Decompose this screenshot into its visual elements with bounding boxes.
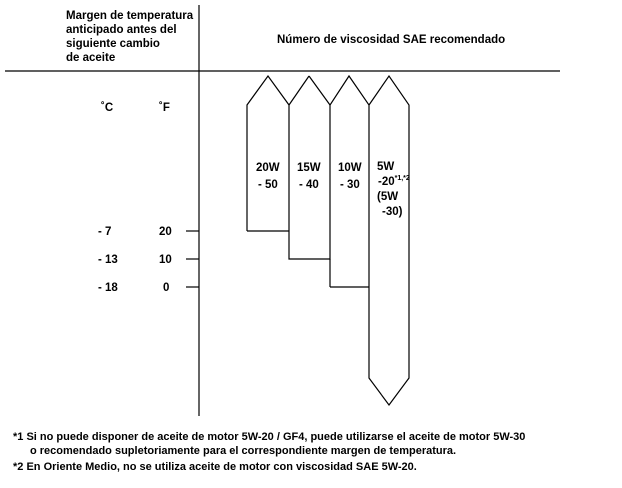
fahrenheit-value: 20	[159, 226, 172, 238]
viscosity-title: Número de viscosidad SAE recomendado	[277, 34, 506, 46]
footnote-1: *1 Si no puede disponer de aceite de motor 5W-20 / GF4, puede utilizarse el aceite de motor 5W-30	[13, 431, 526, 443]
fahrenheit-value: 10	[159, 254, 172, 266]
header-line-3: siguiente cambio	[66, 38, 160, 50]
celsius-value: - 13	[98, 254, 118, 266]
arrow-15w-right	[309, 76, 330, 105]
grade-outlines	[247, 76, 409, 405]
grade-20w-50: 20W - 50	[256, 162, 280, 191]
header-line-4: de aceite	[66, 52, 116, 64]
grade-5w-20: 5W $-20^{*1,*2}$ (5W -30)	[377, 161, 410, 218]
footnote-marker: *1,*2	[394, 175, 410, 183]
fahrenheit-label: ˚F	[159, 102, 170, 114]
celsius-value: - 18	[98, 282, 118, 294]
footnote-1-cont: o recomendado supletoriamente para el correspondiente margen de temperatura.	[30, 445, 457, 457]
header-line-1: Margen de temperatura	[66, 10, 194, 22]
grade-15w-40: 15W - 40	[297, 162, 321, 191]
footnote-2: *2 En Oriente Medio, no se utiliza aceite de motor con viscosidad SAE 5W-20.	[13, 461, 417, 473]
fahrenheit-value: 0	[163, 282, 170, 294]
arrow-15w-left	[289, 76, 309, 105]
header-line-2: anticipado antes del	[66, 24, 177, 36]
celsius-label: ˚C	[101, 102, 114, 114]
grade-10w-30: 10W - 30	[338, 162, 362, 191]
celsius-value: - 7	[98, 226, 112, 238]
